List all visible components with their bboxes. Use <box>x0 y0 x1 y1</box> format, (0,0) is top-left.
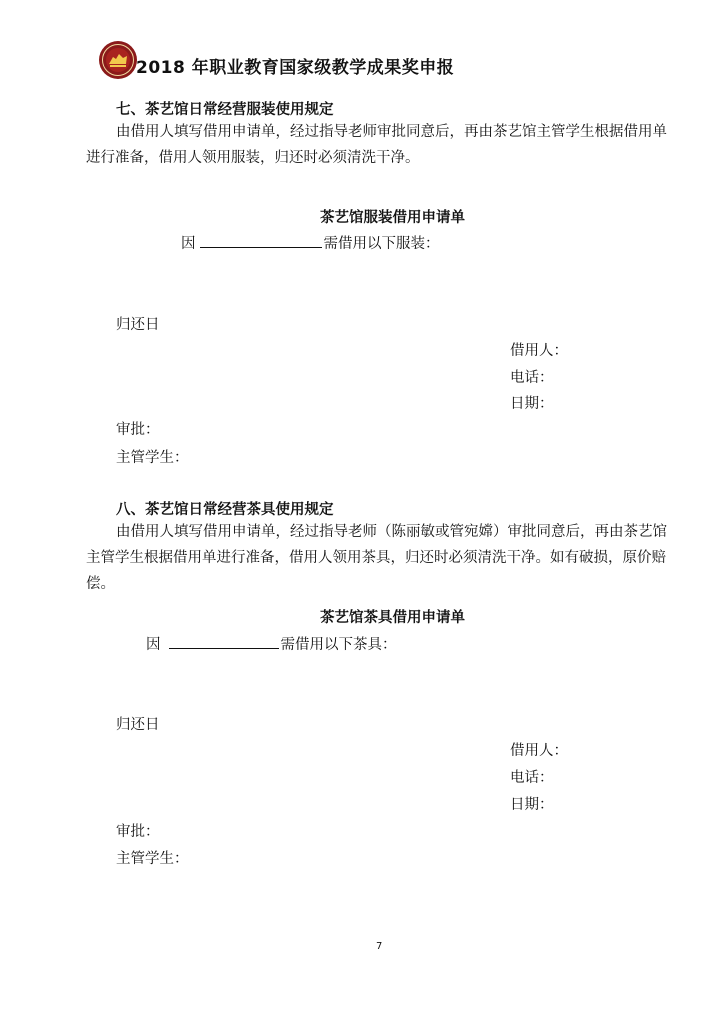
clothing-phone-label: 电话： <box>510 370 554 386</box>
teaware-supervisor-label: 主管学生： <box>116 851 189 867</box>
clothing-date-label: 日期： <box>510 396 554 412</box>
section-8-heading: 八、茶艺馆日常经营茶具使用规定 <box>116 502 334 518</box>
teaware-approval-label: 审批： <box>116 824 160 840</box>
clothing-supervisor-label: 主管学生： <box>116 450 189 466</box>
clothing-return-date-label: 归还日 <box>116 317 160 333</box>
teaware-reason-prefix: 因 <box>146 637 161 653</box>
section-8-paragraph-line3: 偿。 <box>86 576 115 592</box>
teaware-form-reason-line <box>146 633 397 654</box>
section-8-paragraph-line1: 由借用人填写借用申请单，经过指导老师（陈丽敏或管宛嫦）审批同意后，再由茶艺馆 <box>116 524 667 540</box>
teaware-phone-label: 电话： <box>510 770 554 786</box>
section-7-heading: 七、茶艺馆日常经营服装使用规定 <box>116 102 334 118</box>
teaware-return-date-label: 归还日 <box>116 717 160 733</box>
section-8-paragraph-line2: 主管学生根据借用单进行准备，借用人领用茶具，归还时必须清洗干净。如有破损，原价赔 <box>86 550 666 566</box>
page-number: 7 <box>376 941 383 952</box>
clothing-reason-blank[interactable] <box>200 233 322 248</box>
teaware-form-title: 茶艺馆茶具借用申请单 <box>320 610 465 626</box>
clothing-approval-label: 审批： <box>116 422 160 438</box>
teaware-reason-blank[interactable] <box>169 634 279 649</box>
teaware-reason-suffix: 需借用以下茶具： <box>280 637 397 653</box>
section-7-paragraph-line1: 由借用人填写借用申请单，经过指导老师审批同意后，再由茶艺馆主管学生根据借用单 <box>116 124 667 140</box>
teaware-borrower-label: 借用人： <box>510 743 568 759</box>
clothing-form-title: 茶艺馆服装借用申请单 <box>320 210 465 226</box>
clothing-form-reason-line <box>181 232 440 253</box>
clothing-reason-suffix: 需借用以下服装： <box>323 236 440 252</box>
clothing-reason-prefix: 因 <box>181 236 196 252</box>
teaware-date-label: 日期： <box>510 797 554 813</box>
clothing-borrower-label: 借用人： <box>510 343 568 359</box>
section-7-paragraph-line2: 进行准备，借用人领用服装，归还时必须清洗干净。 <box>86 150 420 166</box>
document-header-title: 2018 年职业教育国家级教学成果奖申报 <box>136 58 455 78</box>
school-emblem-icon <box>98 40 138 80</box>
